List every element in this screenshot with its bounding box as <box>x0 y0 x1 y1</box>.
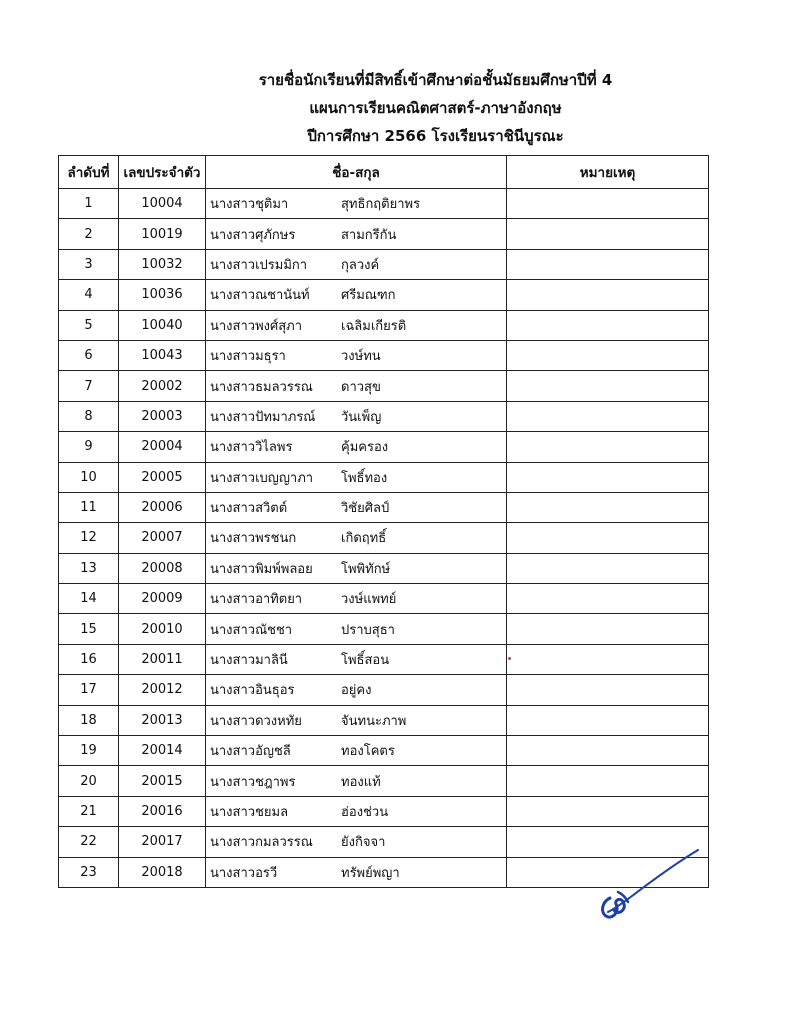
cell-remark <box>507 371 709 401</box>
first-name: นางสาวชฎาพร <box>210 774 296 790</box>
cell-student-id: 20006 <box>119 492 206 522</box>
cell-order: 7 <box>59 371 119 401</box>
cell-name <box>206 584 507 614</box>
table-row <box>59 462 709 492</box>
cell-student-id: 20002 <box>119 371 206 401</box>
last-name: ทองแท้ <box>341 774 381 790</box>
last-name: จันทนะภาพ <box>341 713 407 729</box>
cell-student-id: 20008 <box>119 553 206 583</box>
cell-name <box>206 401 507 431</box>
cell-name <box>206 644 507 674</box>
cell-order: 18 <box>59 705 119 735</box>
cell-student-id: 10040 <box>119 310 206 340</box>
cell-remark <box>507 189 709 219</box>
first-name: นางสาวสวิตต์ <box>210 501 288 517</box>
first-name: นางสาวชยมล <box>210 805 289 820</box>
table-row <box>59 614 709 644</box>
table-row <box>59 371 709 401</box>
cell-name <box>206 280 507 310</box>
cell-order: 8 <box>59 401 119 431</box>
cell-student-id: 20009 <box>119 584 206 614</box>
first-name: นางสาวพรชนก <box>210 531 297 547</box>
cell-name <box>206 523 507 553</box>
last-name: โพพิทักษ์ <box>341 561 391 577</box>
cell-name <box>206 462 507 492</box>
cell-order: 3 <box>59 249 119 279</box>
last-name: ดาวสุข <box>341 379 381 395</box>
cell-name <box>206 492 507 522</box>
first-name: นางสาวอินธุอร <box>210 683 295 699</box>
cell-student-id: 20004 <box>119 432 206 462</box>
cell-remark <box>507 432 709 462</box>
cell-name <box>206 766 507 796</box>
last-name: ฮ่องช่วน <box>341 805 389 820</box>
cell-student-id: 20010 <box>119 614 206 644</box>
table-row <box>59 189 709 219</box>
first-name: นางสาวอัญชลี <box>210 744 291 760</box>
cell-student-id: 20003 <box>119 401 206 431</box>
cell-name <box>206 705 507 735</box>
last-name: วันเพ็ญ <box>341 409 382 425</box>
cell-student-id: 20016 <box>119 796 206 826</box>
cell-name <box>206 310 507 340</box>
table-row <box>59 766 709 796</box>
cell-order: 17 <box>59 675 119 705</box>
ink-speck <box>508 657 511 660</box>
cell-order: 14 <box>59 584 119 614</box>
cell-name <box>206 736 507 766</box>
cell-remark <box>507 219 709 249</box>
cell-name <box>206 857 507 887</box>
cell-name <box>206 219 507 249</box>
last-name: ทองโคตร <box>341 744 395 760</box>
cell-student-id: 20017 <box>119 827 206 857</box>
last-name: โพธิ์ทอง <box>341 470 388 486</box>
first-name: นางสาวดวงหทัย <box>210 713 302 729</box>
cell-name <box>206 432 507 462</box>
first-name: นางสาวอาทิตยา <box>210 592 303 608</box>
document-subtitle-year-school: ปีการศึกษา 2566 โรงเรียนราชินีบูรณะ <box>307 127 564 145</box>
cell-remark <box>507 280 709 310</box>
cell-remark <box>507 766 709 796</box>
cell-name <box>206 827 507 857</box>
cell-name <box>206 340 507 370</box>
cell-student-id: 10036 <box>119 280 206 310</box>
cell-order: 21 <box>59 796 119 826</box>
table-row <box>59 219 709 249</box>
table-row <box>59 280 709 310</box>
cell-name <box>206 371 507 401</box>
cell-student-id: 20012 <box>119 675 206 705</box>
cell-order: 9 <box>59 432 119 462</box>
cell-order: 19 <box>59 736 119 766</box>
cell-order: 2 <box>59 219 119 249</box>
last-name: ศรีมณฑก <box>341 288 396 304</box>
table-row <box>59 492 709 522</box>
table-row <box>59 310 709 340</box>
cell-order: 10 <box>59 462 119 492</box>
cell-remark <box>507 340 709 370</box>
cell-name <box>206 189 507 219</box>
cell-student-id: 10019 <box>119 219 206 249</box>
first-name: นางสาวชุติมา <box>210 197 289 213</box>
cell-name <box>206 796 507 826</box>
last-name: ทรัพย์พญา <box>341 865 400 881</box>
cell-order: 22 <box>59 827 119 857</box>
cell-order: 20 <box>59 766 119 796</box>
first-name: นางสาวพงศ์สุภา <box>210 318 303 334</box>
first-name: นางสาวพิมพ์พลอย <box>210 561 313 577</box>
last-name: คุ้มครอง <box>341 440 389 456</box>
last-name: วงษ์ทน <box>341 349 381 365</box>
table-row <box>59 401 709 431</box>
column-header-order: ลำดับที่ <box>59 156 119 189</box>
cell-remark <box>507 614 709 644</box>
cell-order: 4 <box>59 280 119 310</box>
first-name: นางสาวกมลวรรณ <box>210 835 313 851</box>
column-header-name: ชื่อ-สกุล <box>206 156 507 189</box>
table-row <box>59 340 709 370</box>
first-name: นางสาวปัทมาภรณ์ <box>210 409 316 425</box>
cell-order: 1 <box>59 189 119 219</box>
last-name: วิชัยศิลป์ <box>341 501 390 517</box>
last-name: โพธิ์สอน <box>341 653 390 669</box>
last-name: เฉลิมเกียรติ <box>341 318 407 334</box>
cell-student-id: 10043 <box>119 340 206 370</box>
document-title: รายชื่อนักเรียนที่มีสิทธิ์เข้าศึกษาต่อชั้นมัธยมศึกษาปีที่ 4 <box>258 71 613 89</box>
cell-name <box>206 614 507 644</box>
table-row <box>59 736 709 766</box>
first-name: นางสาวอรวี <box>210 865 278 881</box>
cell-student-id: 20005 <box>119 462 206 492</box>
student-list-table <box>58 155 709 888</box>
cell-remark <box>507 401 709 431</box>
cell-remark <box>507 796 709 826</box>
cell-student-id: 20014 <box>119 736 206 766</box>
document-subtitle-program: แผนการเรียนคณิตศาสตร์-ภาษาอังกฤษ <box>309 99 562 117</box>
table-row <box>59 584 709 614</box>
cell-remark <box>507 523 709 553</box>
cell-remark <box>507 644 709 674</box>
signature-icon <box>598 848 700 920</box>
cell-remark <box>507 584 709 614</box>
cell-student-id: 10032 <box>119 249 206 279</box>
cell-name <box>206 249 507 279</box>
cell-student-id: 20018 <box>119 857 206 887</box>
first-name: นางสาวณัชชา <box>210 622 293 638</box>
cell-order: 23 <box>59 857 119 887</box>
first-name: นางสาวธมลวรรณ <box>210 379 313 395</box>
table-row <box>59 249 709 279</box>
cell-order: 12 <box>59 523 119 553</box>
last-name: สุทธิกฤติยาพร <box>341 197 421 213</box>
first-name: นางสาววิไลพร <box>210 440 293 456</box>
first-name: นางสาวเบญญาภา <box>210 470 314 486</box>
last-name: กุลวงค์ <box>341 257 380 273</box>
last-name: เกิดฤทธิ์ <box>341 531 387 547</box>
cell-student-id: 20015 <box>119 766 206 796</box>
column-header-remark: หมายเหตุ <box>507 156 709 189</box>
cell-student-id: 20013 <box>119 705 206 735</box>
first-name: นางสาวศุภักษร <box>210 227 296 243</box>
cell-order: 15 <box>59 614 119 644</box>
cell-remark <box>507 249 709 279</box>
cell-order: 6 <box>59 340 119 370</box>
cell-name <box>206 553 507 583</box>
first-name: นางสาวมาลินี <box>210 653 288 669</box>
last-name: สามกรีกัน <box>341 227 397 243</box>
cell-remark <box>507 553 709 583</box>
cell-name <box>206 675 507 705</box>
cell-remark <box>507 705 709 735</box>
cell-remark <box>507 492 709 522</box>
cell-order: 16 <box>59 644 119 674</box>
cell-remark <box>507 310 709 340</box>
first-name: นางสาวณชานันท์ <box>210 288 310 304</box>
table-row <box>59 644 709 674</box>
first-name: นางสาวเปรมมิกา <box>210 257 308 273</box>
cell-remark <box>507 462 709 492</box>
cell-order: 5 <box>59 310 119 340</box>
last-name: อยู่คง <box>341 683 372 699</box>
cell-student-id: 10004 <box>119 189 206 219</box>
column-header-student-id: เลขประจำตัว <box>119 156 206 189</box>
table-row <box>59 675 709 705</box>
cell-remark <box>507 736 709 766</box>
cell-order: 11 <box>59 492 119 522</box>
cell-student-id: 20011 <box>119 644 206 674</box>
cell-student-id: 20007 <box>119 523 206 553</box>
table-row <box>59 705 709 735</box>
first-name: นางสาวมธุรา <box>210 349 286 365</box>
table-header-row <box>59 156 709 189</box>
table-row <box>59 523 709 553</box>
table-row <box>59 796 709 826</box>
table-row <box>59 553 709 583</box>
cell-order: 13 <box>59 553 119 583</box>
cell-remark <box>507 675 709 705</box>
last-name: วงษ์แพทย์ <box>341 592 397 608</box>
last-name: ยังกิจจา <box>341 835 386 851</box>
table-row <box>59 432 709 462</box>
last-name: ปราบสุธา <box>341 622 395 638</box>
